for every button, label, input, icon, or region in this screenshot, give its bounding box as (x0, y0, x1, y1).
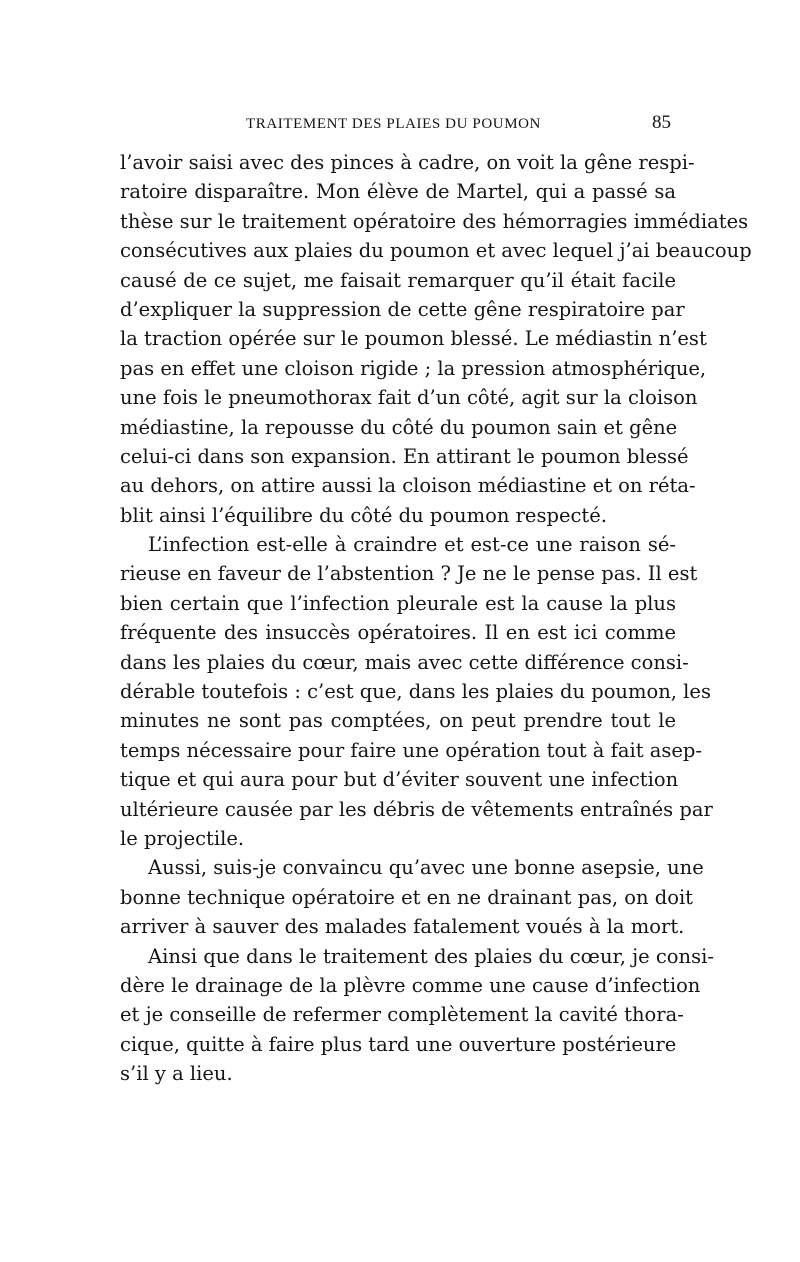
text-line: Ainsi que dans le traitement des plaies du cœur, je consi- (148, 944, 714, 968)
page-number: 85 (652, 112, 671, 133)
text-line: et je conseille de refermer complètement la cavité thora- (120, 1003, 684, 1027)
text-line: thèse sur le traitement opératoire des hémorragies immédiates (120, 209, 749, 233)
text-line: s’il y a lieu. (120, 1062, 233, 1086)
text-line: une fois le pneumothorax fait d’un côté, agit sur la cloison (120, 386, 698, 410)
text-line: blit ainsi l’équilibre du côté du poumon respecté. (120, 503, 607, 527)
text-line: le projectile. (120, 826, 245, 850)
text-line: au dehors, on attire aussi la cloison médiastine et on réta- (120, 474, 696, 498)
text-line: la traction opérée sur le poumon blessé. Le médiastin n’est (120, 327, 707, 351)
text-line: pas en effet une cloison rigide ; la pression atmosphérique, (120, 356, 707, 380)
text-line: d’expliquer la suppression de cette gêne respiratoire par (120, 297, 685, 321)
text-line: bien certain que l’infection pleurale est la cause la plus (120, 591, 676, 615)
text-line: arriver à sauver des malades fatalement voués à la mort. (120, 915, 685, 939)
text-line: minutes ne sont pas comptées, on peut prendre tout le (120, 709, 676, 733)
text-line: ultérieure causée par les débris de vêtements entraînés par (120, 797, 713, 821)
body-text (120, 148, 752, 1089)
text-line: ratoire disparaître. Mon élève de Martel, qui a passé sa (120, 180, 676, 204)
text-line: médiastine, la repousse du côté du poumon sain et gêne (120, 415, 678, 439)
text-line: Aussi, suis-je convaincu qu’avec une bonne asepsie, une (148, 856, 704, 880)
text-line: rieuse en faveur de l’abstention ? Je ne le pense pas. Il est (120, 562, 698, 586)
text-line: cique, quitte à faire plus tard une ouverture postérieure (120, 1032, 677, 1056)
text-line: temps nécessaire pour faire une opération tout à fait asep- (120, 738, 702, 762)
text-line: dère le drainage de la plèvre comme une cause d’infection (120, 973, 701, 997)
text-line: L’infection est-elle à craindre et est-ce une raison sé- (148, 533, 676, 557)
text-line: tique et qui aura pour but d’éviter souvent une infection (120, 768, 679, 792)
text-line: causé de ce sujet, me faisait remarquer qu’il était facile (120, 268, 676, 292)
running-title: TRAITEMENT DES PLAIES DU POUMON (246, 116, 541, 132)
text-line: celui-ci dans son expansion. En attirant le poumon blessé (120, 444, 689, 468)
text-line: bonne technique opératoire et en ne drainant pas, on doit (120, 885, 694, 909)
text-line: l’avoir saisi avec des pinces à cadre, on voit la gêne respi- (120, 151, 695, 174)
text-line: consécutives aux plaies du poumon et avec lequel j’ai beaucoup (120, 239, 752, 263)
text-line: fréquente des insuccès opératoires. Il en est ici comme (120, 621, 676, 645)
text-line: dérable toutefois : c’est que, dans les plaies du poumon, les (120, 680, 711, 704)
text-line: dans les plaies du cœur, mais avec cette différence consi- (120, 650, 689, 674)
